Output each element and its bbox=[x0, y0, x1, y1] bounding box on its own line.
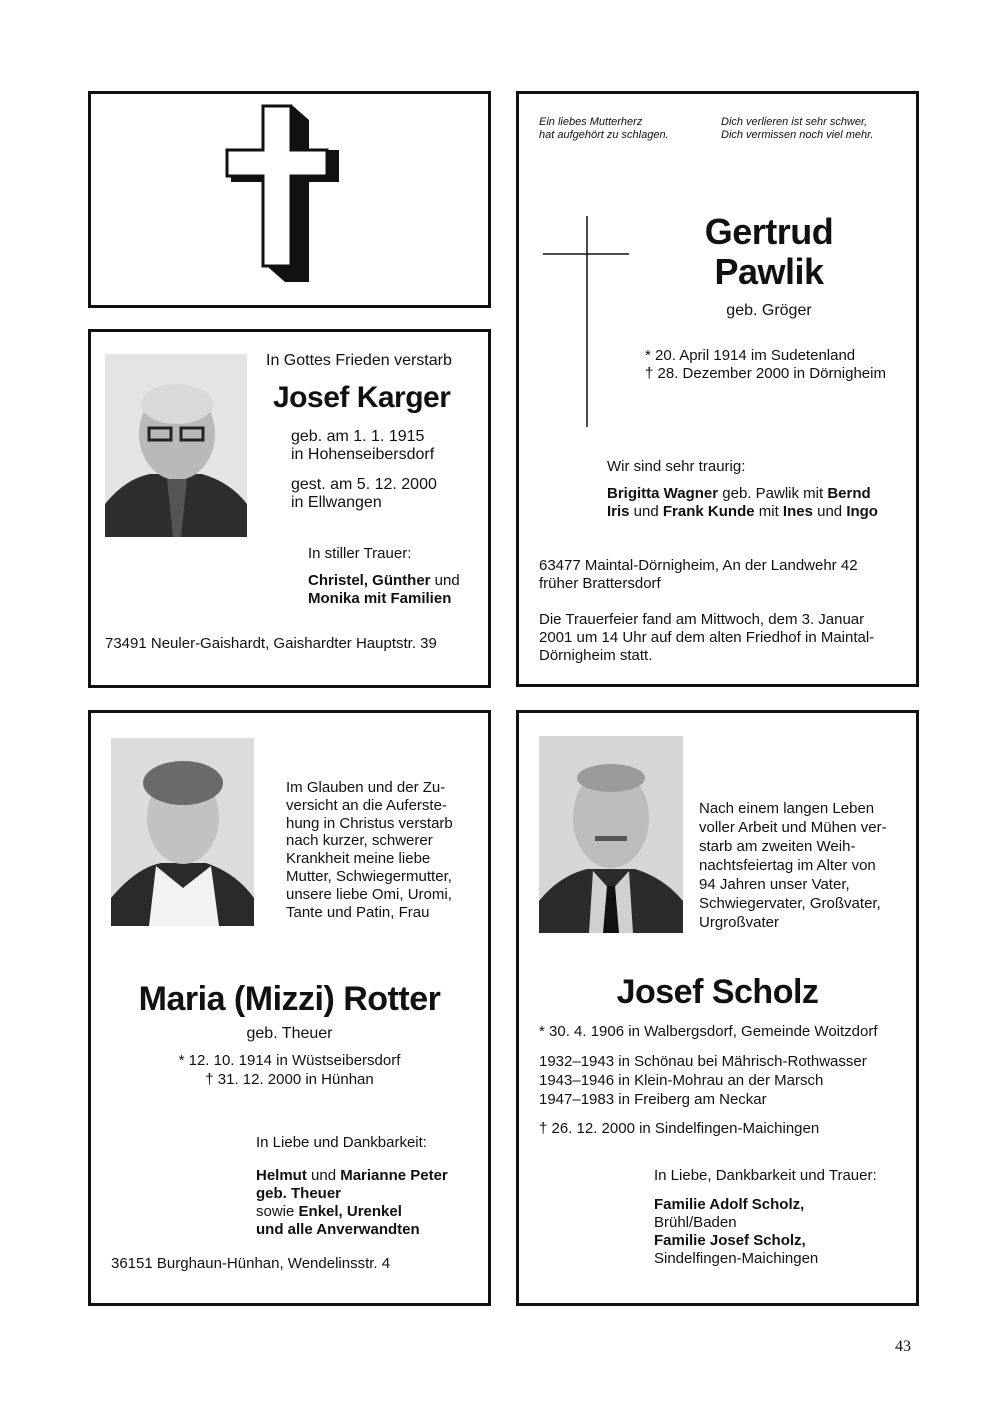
birth-date: * 30. 4. 1906 in Walbergsdorf, Gemeinde Woitzdorf bbox=[539, 1023, 878, 1040]
portrait-photo bbox=[105, 354, 247, 537]
deceased-name: Josef Karger bbox=[273, 381, 451, 414]
mourning-intro: In Liebe und Dankbarkeit: bbox=[256, 1134, 427, 1151]
obituary-rotter bbox=[88, 710, 491, 1306]
address: 63477 Maintal-Dörnigheim, An der Landwehr 42 früher Brattersdorf bbox=[539, 557, 858, 592]
intro-text: Im Glauben und der Zu- versicht an die Auferste- hung in Christus verstarb nach kurzer, schwerer Krankheit meine liebe Mutter, Schwiegermutter, unsere liebe Omi, Uromi, Tante und Patin, Frau bbox=[286, 779, 453, 921]
page-number: 43 bbox=[895, 1338, 911, 1355]
born-name: geb. Gröger bbox=[726, 302, 812, 319]
intro-text: In Gottes Frieden verstarb bbox=[266, 352, 452, 369]
mourners: Helmut und Marianne Peter geb. Theuer sowie Enkel, Urenkel und alle Anverwandten bbox=[256, 1167, 448, 1238]
deceased-last-name: Pawlik bbox=[714, 251, 824, 292]
mourners: Brigitta Wagner geb. Pawlik mit Bernd Iris und Frank Kunde mit Ines und Ingo bbox=[607, 485, 878, 520]
portrait-photo bbox=[111, 738, 254, 926]
funeral-info: Die Trauerfeier fand am Mittwoch, dem 3. Januar 2001 um 14 Uhr auf dem alten Friedhof in Maintal- Dörnigheim statt. bbox=[539, 611, 875, 664]
obituary-scholz bbox=[516, 710, 919, 1306]
address: 36151 Burghaun-Hünhan, Wendelinsstr. 4 bbox=[111, 1255, 391, 1272]
deceased-first-name: Gertrud bbox=[704, 211, 834, 252]
address: 73491 Neuler-Gaishardt, Gaishardter Hauptstr. 39 bbox=[105, 635, 437, 652]
mourners: Christel, Günther und Monika mit Familien bbox=[308, 572, 460, 607]
life-stations: 1932–1943 in Schönau bei Mährisch-Rothwasser 1943–1946 in Klein-Mohrau an der Marsch 1947–1983 in Freiberg am Neckar bbox=[539, 1053, 867, 1108]
born-name: geb. Theuer bbox=[246, 1025, 333, 1042]
mourning-intro: In stiller Trauer: bbox=[308, 545, 412, 562]
death-date: † 28. Dezember 2000 in Dörnigheim bbox=[645, 365, 886, 382]
mourners: Familie Adolf Scholz, Brühl/Baden Familie Josef Scholz, Sindelfingen-Maichingen bbox=[654, 1196, 819, 1267]
birth-date: * 12. 10. 1914 in Wüstseibersdorf bbox=[178, 1052, 401, 1069]
cross-box bbox=[88, 91, 491, 308]
deceased-name: Maria (Mizzi) Rotter bbox=[138, 980, 441, 1018]
verse-left: Ein liebes Mutterherz hat aufgehört zu schlagen. bbox=[539, 116, 669, 141]
mourning-intro: In Liebe, Dankbarkeit und Trauer: bbox=[654, 1167, 877, 1184]
obituary-karger bbox=[88, 329, 491, 688]
portrait-photo bbox=[539, 736, 683, 933]
obituary-pawlik bbox=[516, 91, 919, 687]
thin-cross-icon bbox=[541, 214, 631, 429]
birth-info: geb. am 1. 1. 1915 in Hohenseibersdorf bbox=[291, 428, 435, 463]
birth-date: * 20. April 1914 im Sudetenland bbox=[645, 347, 856, 364]
cross-icon bbox=[221, 104, 346, 284]
verse-right: Dich verlieren ist sehr schwer, Dich vermissen noch viel mehr. bbox=[721, 116, 874, 141]
death-info: gest. am 5. 12. 2000 in Ellwangen bbox=[291, 476, 437, 511]
intro-text: Nach einem langen Leben voller Arbeit und Mühen ver- starb am zweiten Weih- nachtsfeiertag im Alter von 94 Jahren unser Vater, Schwiegervater, Großvater, Urgroßvater bbox=[699, 800, 887, 931]
mourning-intro: Wir sind sehr traurig: bbox=[607, 458, 746, 475]
death-date: † 31. 12. 2000 in Hünhan bbox=[205, 1071, 374, 1088]
deceased-name: Josef Scholz bbox=[616, 973, 819, 1011]
death-date: † 26. 12. 2000 in Sindelfingen-Maichingen bbox=[539, 1120, 820, 1137]
